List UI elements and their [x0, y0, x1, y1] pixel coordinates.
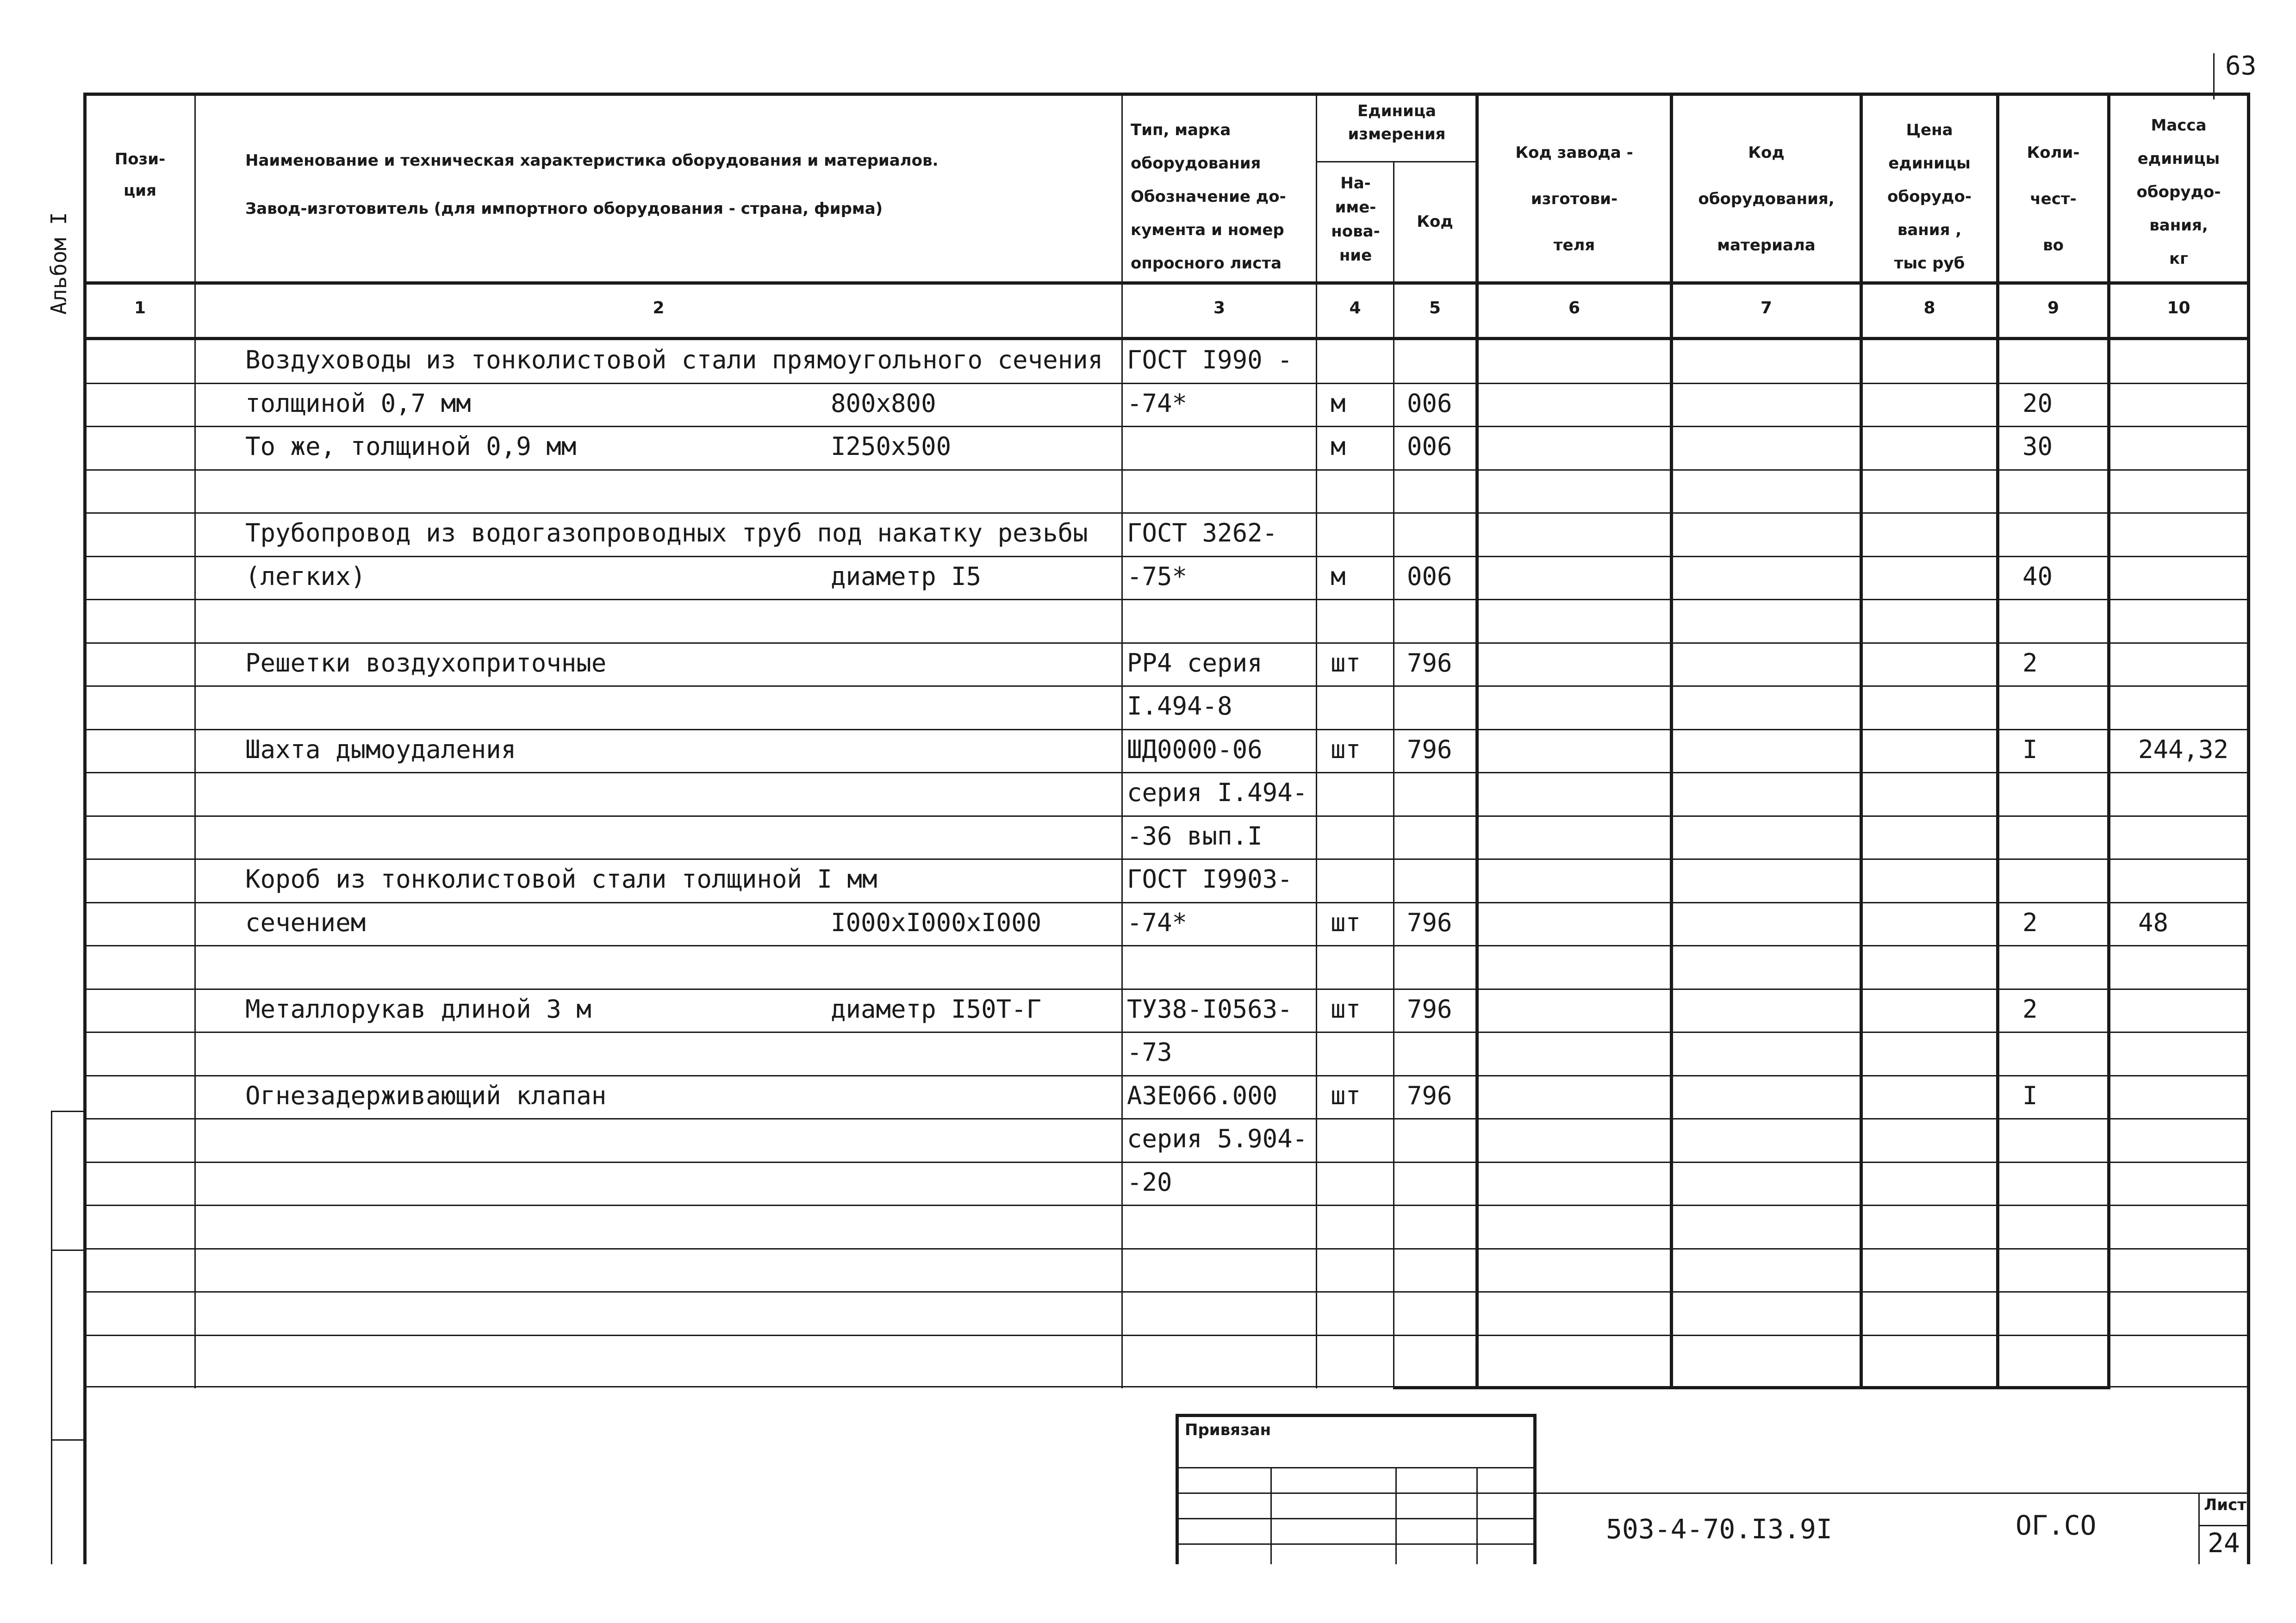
row-doc-ref: -73 [1127, 1038, 1172, 1067]
header-col9: Коли- чест- во [2027, 143, 2080, 255]
col-divider-8 [1996, 93, 1999, 1388]
row-name: Шахта дымоудаления [245, 735, 516, 764]
header-col5: Код [1417, 212, 1453, 231]
row-rule [87, 858, 2247, 860]
row-mass: 244,32 [2138, 735, 2229, 764]
row-quantity: 40 [2022, 562, 2053, 591]
row-rule [87, 426, 2247, 427]
binding-strip-rule-1 [51, 1111, 86, 1112]
row-quantity: 30 [2022, 432, 2053, 461]
col-divider-1 [194, 93, 196, 1388]
row-unit: м [1331, 432, 1346, 461]
row-name: Металлорукав длиной 3 м [245, 995, 591, 1024]
document-code: 503-4-70.I3.9I [1606, 1513, 1832, 1545]
col-number-2: 2 [653, 298, 665, 317]
header-col4: На- име- нова- ние [1331, 174, 1380, 265]
header-col1: Пози- ция [114, 150, 166, 200]
row-name: Трубопровод из водогазопроводных труб под накатку резьбы [245, 518, 1088, 547]
row-name: (легких) [245, 562, 366, 591]
row-size: диаметр I5 [831, 562, 982, 591]
title-block-top [1537, 1492, 2249, 1494]
row-rule [87, 1118, 2247, 1119]
row-rule [87, 1248, 2247, 1250]
row-doc-ref: ТУ38-I0563- [1127, 995, 1293, 1024]
stamp-rule-1 [1176, 1467, 1537, 1468]
col-number-3: 3 [1213, 298, 1226, 317]
col-number-4: 4 [1349, 298, 1361, 317]
sheet-box-left [2198, 1492, 2200, 1564]
row-rule [87, 1032, 2247, 1033]
row-code: 796 [1407, 735, 1452, 764]
binding-strip-rule-3 [51, 1439, 86, 1441]
row-name: То же, толщиной 0,9 мм [245, 432, 577, 461]
row-rule [87, 512, 2247, 514]
row-quantity: I [2022, 735, 2038, 764]
col-number-7: 7 [1760, 298, 1773, 317]
row-unit: шт [1331, 735, 1361, 764]
row-doc-ref: АЗЕ066.000 [1127, 1081, 1278, 1110]
row-code: 796 [1407, 1081, 1452, 1110]
row-name: сечением [245, 908, 366, 937]
row-quantity: 2 [2022, 908, 2038, 937]
col-divider-7 [1860, 93, 1863, 1388]
col-divider-3 [1316, 93, 1317, 1388]
col-divider-5 [1475, 93, 1479, 1388]
page-number: 63 [2225, 51, 2257, 81]
row-code: 796 [1407, 908, 1452, 937]
row-name: Решетки воздухоприточные [245, 648, 607, 678]
col-number-5: 5 [1429, 298, 1441, 317]
row-rule [87, 556, 2247, 557]
row-rule [87, 642, 2247, 644]
header-col6: Код завода - изготови- теля [1515, 143, 1633, 255]
header-col10: Масса единицы оборудо- вания, кг [2136, 116, 2221, 268]
row-rule [87, 729, 2247, 730]
row-quantity: 2 [2022, 995, 2038, 1024]
header-col2: Наименование и техническая характеристика оборудования и материалов. Завод-изготовитель (для импортного оборудования - страна, фирма) [245, 151, 939, 218]
row-code: 006 [1407, 389, 1452, 418]
col-number-10: 10 [2167, 298, 2190, 317]
row-rule [87, 469, 2247, 471]
binding-strip-left [51, 1111, 52, 1564]
row-unit: шт [1331, 995, 1361, 1024]
row-rule [87, 902, 2247, 903]
row-doc-ref: серия I.494- [1127, 778, 1308, 807]
stamp-left [1176, 1414, 1179, 1564]
unit-group-rule [1316, 161, 1478, 162]
col-number-6: 6 [1568, 298, 1580, 317]
table-bottom-rule [83, 1386, 2249, 1387]
row-doc-ref: ГОСТ I990 - [1127, 345, 1293, 374]
row-code: 006 [1407, 562, 1452, 591]
row-unit: м [1331, 389, 1346, 418]
row-code: 796 [1407, 648, 1452, 678]
row-size: I250x500 [831, 432, 952, 461]
sheet-number: 24 [2208, 1527, 2240, 1559]
row-quantity: 20 [2022, 389, 2053, 418]
row-size: I000xI000xI000 [831, 908, 1042, 937]
stamp-right [1533, 1414, 1537, 1564]
row-size: 800x800 [831, 389, 936, 418]
document-mark: ОГ.СО [2016, 1510, 2097, 1541]
row-rule [87, 1205, 2247, 1206]
col-divider-9 [2107, 93, 2110, 1388]
row-size: диаметр I50Т-Г [831, 995, 1042, 1024]
header-col7: Код оборудования, материала [1698, 143, 1835, 255]
row-unit: шт [1331, 908, 1361, 937]
row-unit: м [1331, 562, 1346, 591]
row-code: 796 [1407, 995, 1452, 1024]
stamp-rule-3 [1176, 1518, 1537, 1519]
col-number-1: 1 [134, 298, 146, 317]
stamp-rule-2 [1176, 1492, 1537, 1494]
row-name: Короб из тонколистовой стали толщиной I мм [245, 864, 877, 894]
row-rule [87, 772, 2247, 773]
row-name: толщиной 0,7 мм [245, 389, 471, 418]
stamp-col-1 [1270, 1467, 1272, 1564]
row-doc-ref: серия 5.904- [1127, 1124, 1308, 1153]
row-rule [87, 685, 2247, 687]
frame-top [83, 93, 2249, 96]
header-numbers-rule [83, 337, 2249, 340]
row-mass: 48 [2138, 908, 2169, 937]
row-rule [87, 599, 2247, 600]
row-quantity: 2 [2022, 648, 2038, 678]
header-unit-group: Единица измерения [1348, 102, 1446, 143]
row-name: Огнезадерживающий клапан [245, 1081, 607, 1110]
row-doc-ref: -74* [1127, 908, 1188, 937]
row-doc-ref: ШД0000-06 [1127, 735, 1263, 764]
stamp-top [1176, 1414, 1537, 1417]
sheet-box-rule [2198, 1525, 2249, 1526]
row-rule [87, 989, 2247, 990]
stamp-col-3 [1476, 1467, 1478, 1564]
row-unit: шт [1331, 1081, 1361, 1110]
row-doc-ref: -75* [1127, 562, 1188, 591]
row-doc-ref: ГОСТ I9903- [1127, 864, 1293, 894]
row-name: Воздуховоды из тонколистовой стали прямоугольного сечения [245, 345, 1103, 374]
stamp-rule-4 [1176, 1543, 1537, 1545]
sheet-label: Лист [2204, 1496, 2246, 1514]
row-doc-ref: -20 [1127, 1168, 1172, 1197]
side-label: Альбом I [46, 212, 71, 315]
row-rule [87, 945, 2247, 946]
row-rule [87, 1291, 2247, 1293]
col-divider-6 [1670, 93, 1673, 1388]
privyazan-label: Привязан [1185, 1421, 1271, 1439]
row-rule [87, 383, 2247, 384]
frame-right [2247, 93, 2250, 1564]
stamp-col-2 [1395, 1467, 1397, 1564]
col-number-8: 8 [1923, 298, 1935, 317]
row-unit: шт [1331, 648, 1361, 678]
header-col3: Тип, марка оборудования Обозначение до- кумента и номер опросного листа [1131, 121, 1286, 273]
col-divider-2 [1121, 93, 1123, 1388]
header-bottom-rule [83, 281, 2249, 285]
row-rule [87, 1335, 2247, 1336]
row-doc-ref: I.494-8 [1127, 691, 1232, 721]
row-quantity: I [2022, 1081, 2038, 1110]
row-code: 006 [1407, 432, 1452, 461]
row-doc-ref: -74* [1127, 389, 1188, 418]
binding-strip-rule-2 [51, 1250, 86, 1251]
row-doc-ref: ГОСТ 3262- [1127, 518, 1278, 547]
row-rule [87, 1075, 2247, 1076]
header-col8: Цена единицы оборудо- вания , тыс руб [1887, 121, 1972, 273]
row-doc-ref: РР4 серия [1127, 648, 1263, 678]
row-doc-ref: -36 вып.I [1127, 821, 1263, 851]
col-number-9: 9 [2047, 298, 2060, 317]
row-rule [87, 815, 2247, 817]
row-rule [87, 1162, 2247, 1163]
